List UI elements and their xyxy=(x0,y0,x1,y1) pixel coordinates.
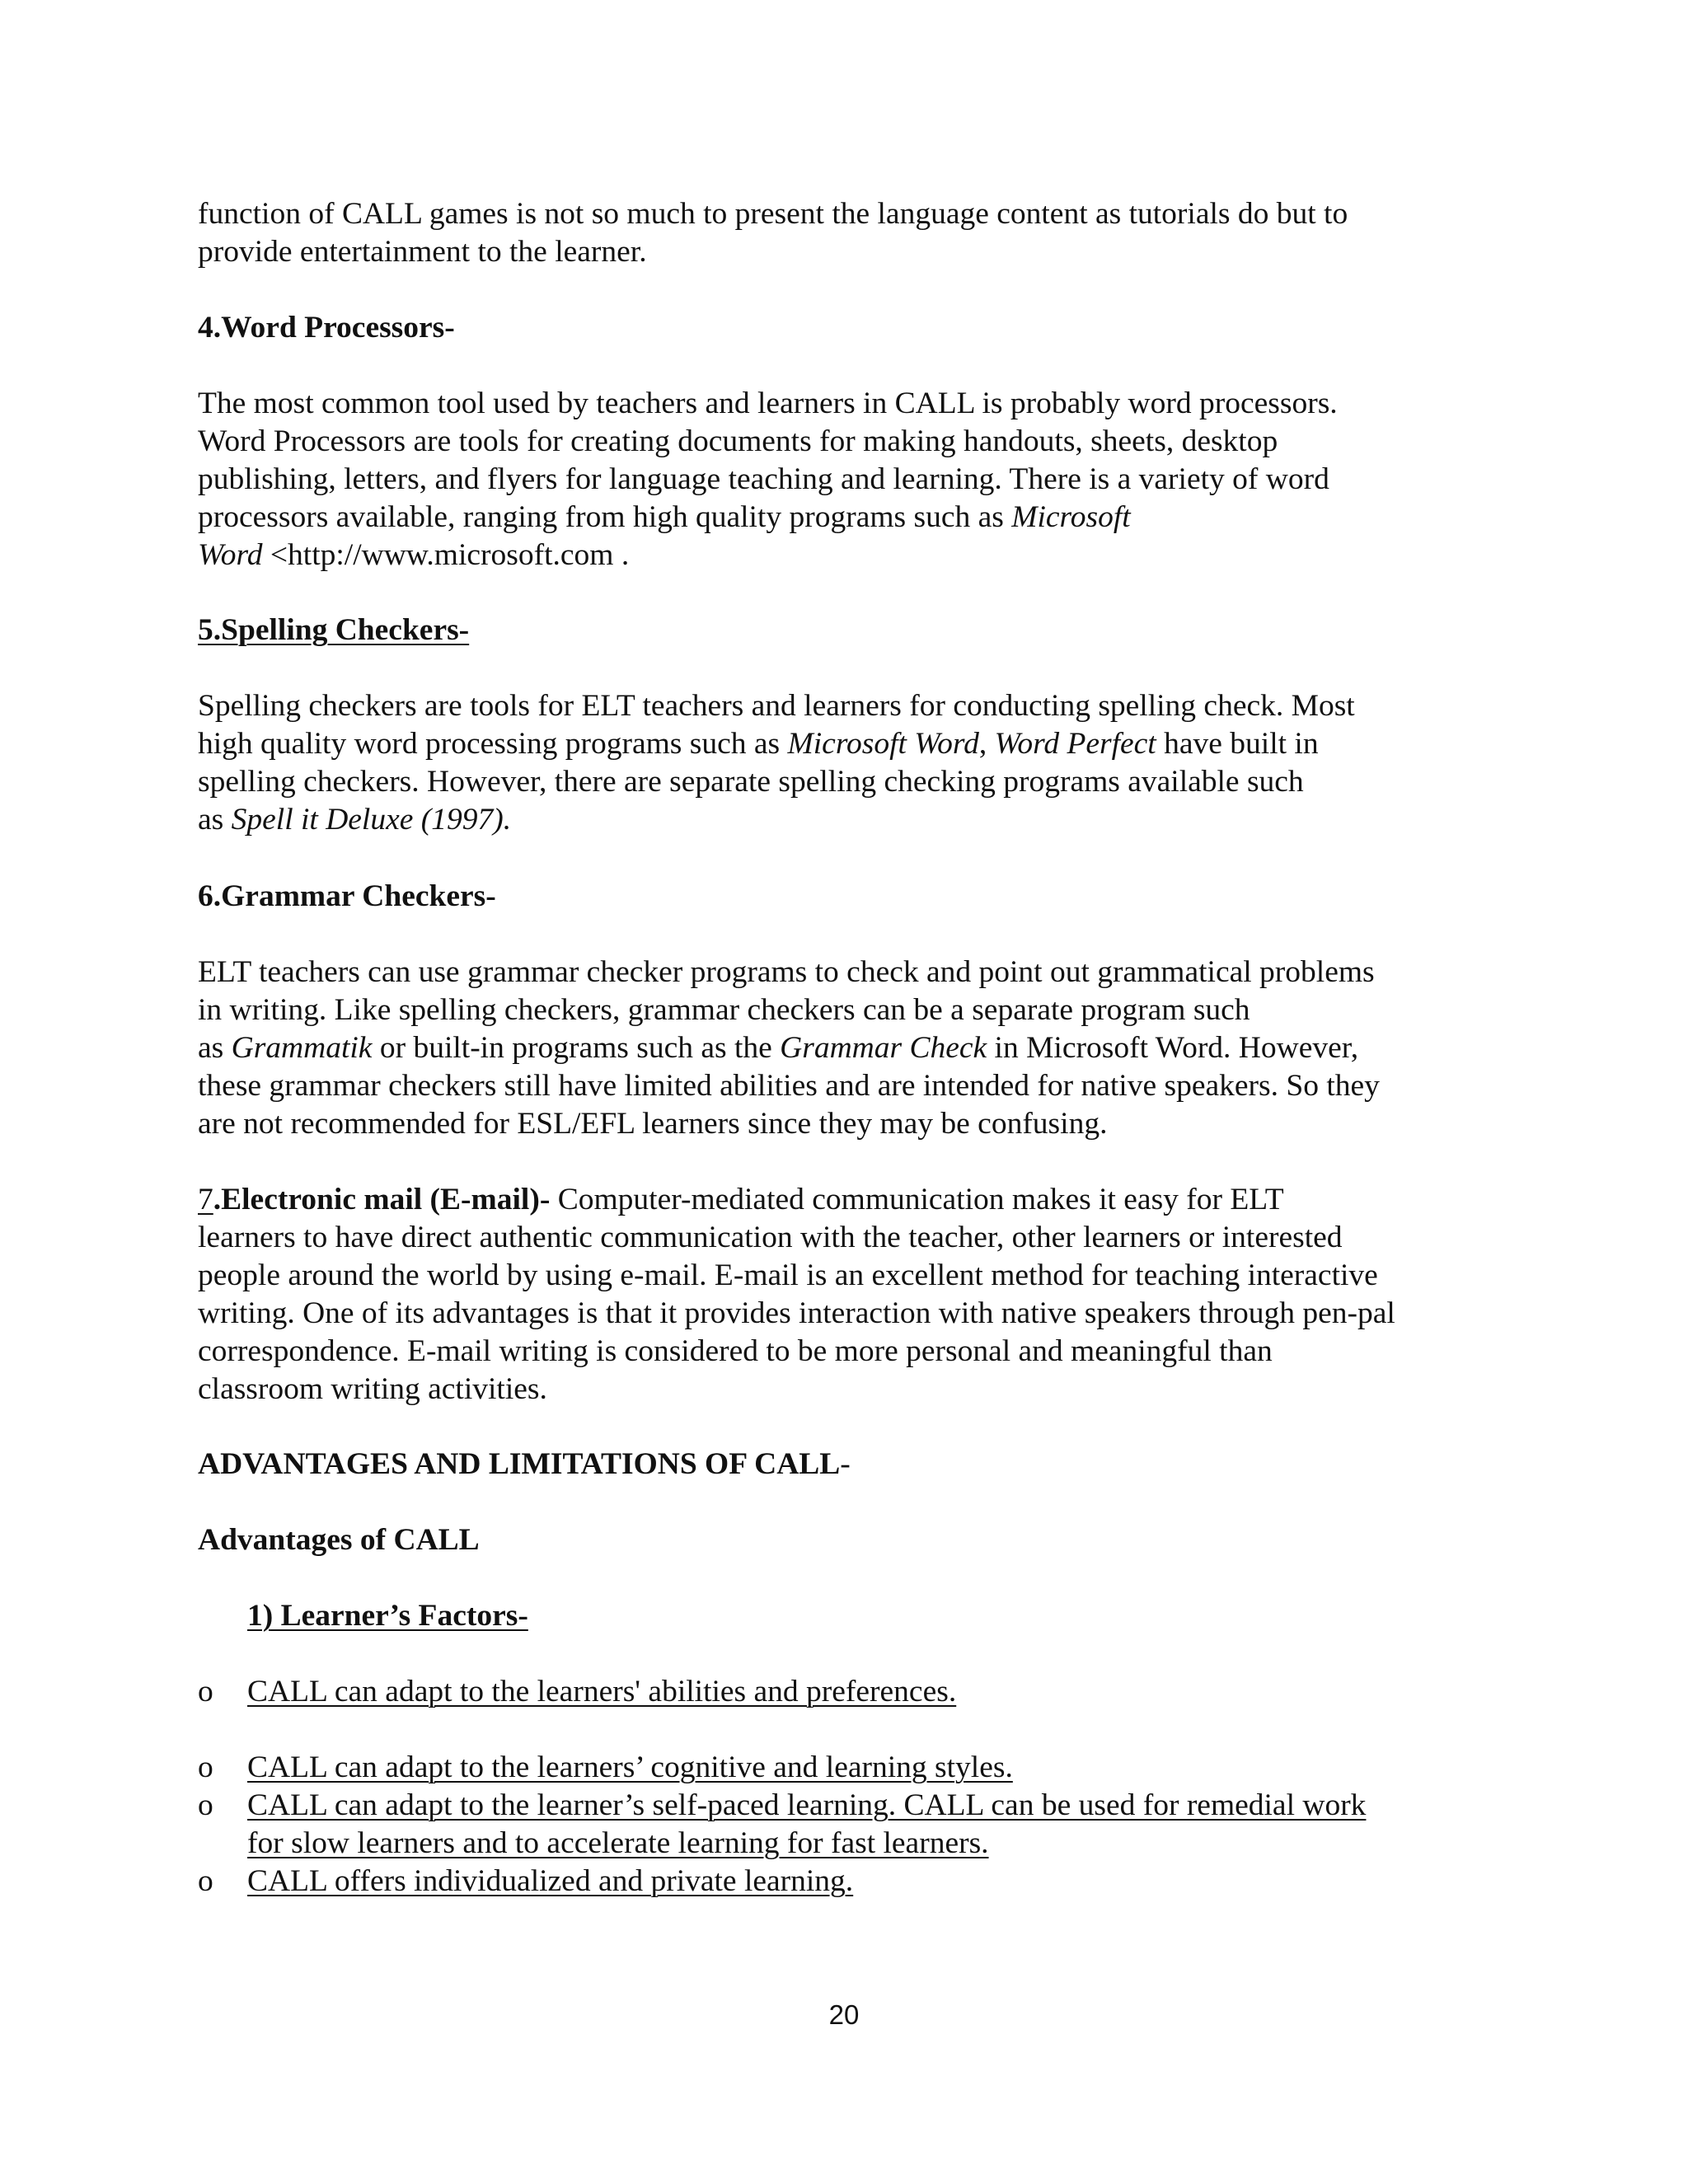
text-span: in Microsoft Word. However, xyxy=(987,1031,1359,1065)
url-text: <http://www.microsoft.com . xyxy=(262,538,630,572)
text-line: Word Processors are tools for creating documents for making handouts, sheets, desktop xyxy=(198,424,1278,458)
text-span: have built in xyxy=(1156,727,1319,761)
text-line: people around the world by using e-mail. E-mail is an excellent method for teaching interactive xyxy=(198,1258,1378,1292)
bullet-mark: o xyxy=(198,1864,213,1898)
list-item xyxy=(198,1673,1484,1711)
text-line xyxy=(198,537,1484,574)
bullet-mark: o xyxy=(198,1750,213,1784)
section-number: 7 xyxy=(198,1183,213,1216)
bullet-mark: o xyxy=(198,1675,213,1708)
heading-dash: - xyxy=(840,1447,851,1481)
text-line: are not recommended for ESL/EFL learners since they may be confusing. xyxy=(198,1107,1108,1141)
list-item xyxy=(198,1749,1484,1787)
text-line xyxy=(198,801,1484,839)
bullet-list xyxy=(198,1673,1484,1711)
text-line: learners to have direct authentic communication with the teacher, other learners or interested xyxy=(198,1221,1343,1254)
heading-learner-factors-wrap xyxy=(247,1597,1533,1635)
intro-paragraph xyxy=(198,195,1484,271)
text-line xyxy=(198,1181,1484,1219)
list-item-text: CALL can adapt to the learner’s self-paced learning. CALL can be used for remedial work xyxy=(247,1788,1367,1822)
text-line xyxy=(198,499,1484,537)
text-span: as xyxy=(198,1031,232,1065)
italic-term: Word xyxy=(198,538,263,572)
bullet-list xyxy=(198,1749,1484,1900)
list-item xyxy=(198,1863,1484,1900)
list-item xyxy=(198,1787,1484,1863)
text-line: correspondence. E-mail writing is considered to be more personal and meaningful than xyxy=(198,1334,1273,1368)
text-line: in writing. Like spelling checkers, grammar checkers can be a separate program such xyxy=(198,993,1250,1027)
text-line: ELT teachers can use grammar checker programs to check and point out grammatical problems xyxy=(198,955,1375,989)
bullet-mark: o xyxy=(198,1788,213,1822)
text-span: as xyxy=(198,803,232,837)
text-line: provide entertainment to the learner. xyxy=(198,235,647,269)
email-paragraph xyxy=(198,1181,1484,1408)
italic-term: Microsoft Word xyxy=(787,727,979,761)
word-processors-paragraph xyxy=(198,385,1484,574)
text-line: The most common tool used by teachers and learners in CALL is probably word processors. xyxy=(198,387,1338,420)
heading-advantages-of-call: Advantages of CALL xyxy=(198,1523,480,1557)
text-line: writing. One of its advantages is that it provides interaction with native speakers through pen-pal xyxy=(198,1296,1395,1330)
page-number: 20 xyxy=(828,1999,860,2030)
heading-word-processors: 4.Word Processors- xyxy=(198,311,455,344)
text-span: processors available, ranging from high quality programs such as xyxy=(198,500,1012,534)
heading-text: ADVANTAGES AND LIMITATIONS OF CALL xyxy=(198,1447,841,1481)
text-line: classroom writing activities. xyxy=(198,1372,547,1406)
text-line xyxy=(198,1029,1484,1067)
list-item-text: CALL can adapt to the learners' abilities and preferences. xyxy=(247,1675,957,1708)
text-line: publishing, letters, and flyers for language teaching and learning. There is a variety of word xyxy=(198,462,1329,496)
heading-advantages-limitations xyxy=(198,1446,1484,1483)
text-span: , xyxy=(978,727,995,761)
heading-email: .Electronic mail (E-mail)- xyxy=(213,1183,551,1216)
text-line: these grammar checkers still have limited abilities and are intended for native speakers. So they xyxy=(198,1069,1380,1103)
text-line xyxy=(198,725,1484,763)
text-line: function of CALL games is not so much to present the language content as tutorials do but to xyxy=(198,197,1348,231)
heading-spelling-wrap xyxy=(198,612,1484,649)
list-item-text: for slow learners and to accelerate learning for fast learners. xyxy=(247,1826,989,1860)
grammar-paragraph xyxy=(198,954,1484,1143)
text-span: high quality word processing programs such as xyxy=(198,727,788,761)
text-line: Spelling checkers are tools for ELT teachers and learners for conducting spelling check. Most xyxy=(198,689,1355,723)
heading-spelling-checkers: 5.Spelling Checkers- xyxy=(198,613,470,647)
italic-term: Grammatik xyxy=(231,1031,373,1065)
text-span: Computer-mediated communication makes it easy for ELT xyxy=(550,1183,1284,1216)
spelling-paragraph xyxy=(198,687,1484,839)
italic-term: Microsoft xyxy=(1011,500,1131,534)
list-item-text: CALL can adapt to the learners’ cognitive and learning styles. xyxy=(247,1750,1013,1784)
italic-term: Word Perfect xyxy=(994,727,1156,761)
italic-term: Spell it Deluxe (1997). xyxy=(231,803,512,837)
heading-grammar-checkers: 6.Grammar Checkers- xyxy=(198,879,496,913)
heading-learner-factors: 1) Learner’s Factors- xyxy=(247,1599,528,1633)
text-span: or built-in programs such as the xyxy=(372,1031,781,1065)
list-item-text: CALL offers individualized and private learning. xyxy=(247,1864,854,1898)
italic-term: Grammar Check xyxy=(780,1031,987,1065)
text-line: spelling checkers. However, there are separate spelling checking programs available such xyxy=(198,765,1304,799)
